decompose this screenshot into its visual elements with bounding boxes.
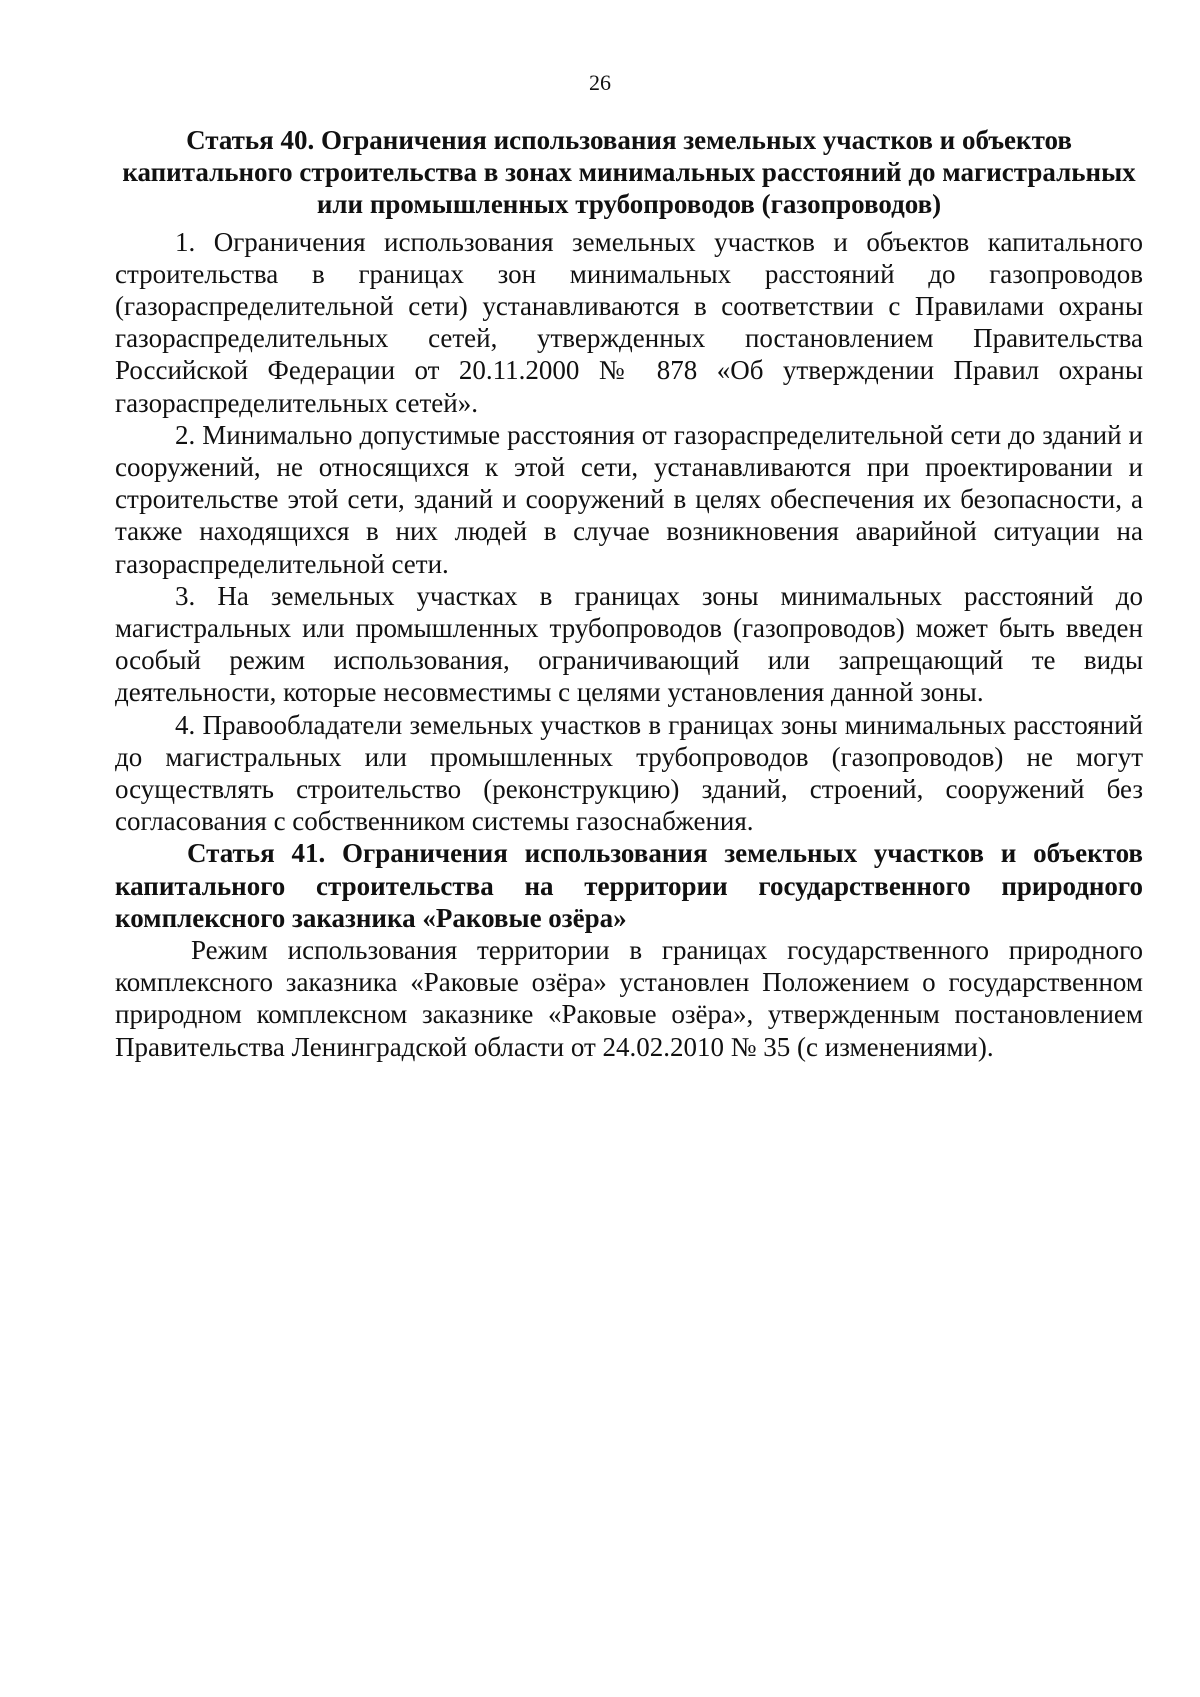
article-40-paragraph-1: 1. Ограничения использования земельных участков и объектов капитального строительства в границах зон минимальных расстояний до газопроводов (газораспределительной сети) устанавливаются в соответствии с Правилами охраны газораспределительных сетей, утвержденных постановлением Правительства Российской Федерации от 20.11.2000 № 878 «Об утверждении Правил охраны газораспределительных сетей». xyxy=(115,226,1143,418)
article-40-paragraph-3: 3. На земельных участках в границах зоны минимальных расстояний до магистральных или промышленных трубопроводов (газопроводов) может быть введен особый режим использования, ограничивающий или запрещающий те виды деятельности, которые несовместимы с целями установления данной зоны. xyxy=(115,580,1143,708)
article-40-paragraph-4: 4. Правообладатели земельных участков в границах зоны минимальных расстояний до магистральных или промышленных трубопроводов (газопроводов) не могут осуществлять строительство (реконструкцию) зданий, строений, сооружений без согласования с собственником системы газоснабжения. xyxy=(115,709,1143,837)
document-body xyxy=(115,124,1143,1063)
article-41-paragraph: Режим использования территории в границах государственного природного комплексного заказника «Раковые озёра» установлен Положением о государственном природном комплексном заказнике «Раковые озёра», утвержденным постановлением Правительства Ленинградской области от 24.02.2010 № 35 (с изменениями). xyxy=(115,935,1143,1062)
page-number: 26 xyxy=(589,70,611,95)
article-40-heading: Статья 40. Ограничения использования земельных участков и объектов капитального строительства в зонах минимальных расстояний до магистральных или промышленных трубопроводов (газопроводов) xyxy=(122,125,1136,220)
article-41-heading: Статья 41. Ограничения использования земельных участков и объектов капитального строительства на территории государственного природного комплексного заказника «Раковые озёра» xyxy=(115,838,1143,933)
article-40-paragraph-2: 2. Минимально допустимые расстояния от газораспределительной сети до зданий и сооружений, не относящихся к этой сети, устанавливаются при проектировании и строительстве этой сети, зданий и сооружений в целях обеспечения их безопасности, а также находящихся в них людей в случае возникновения аварийной ситуации на газораспределительной сети. xyxy=(115,419,1143,579)
